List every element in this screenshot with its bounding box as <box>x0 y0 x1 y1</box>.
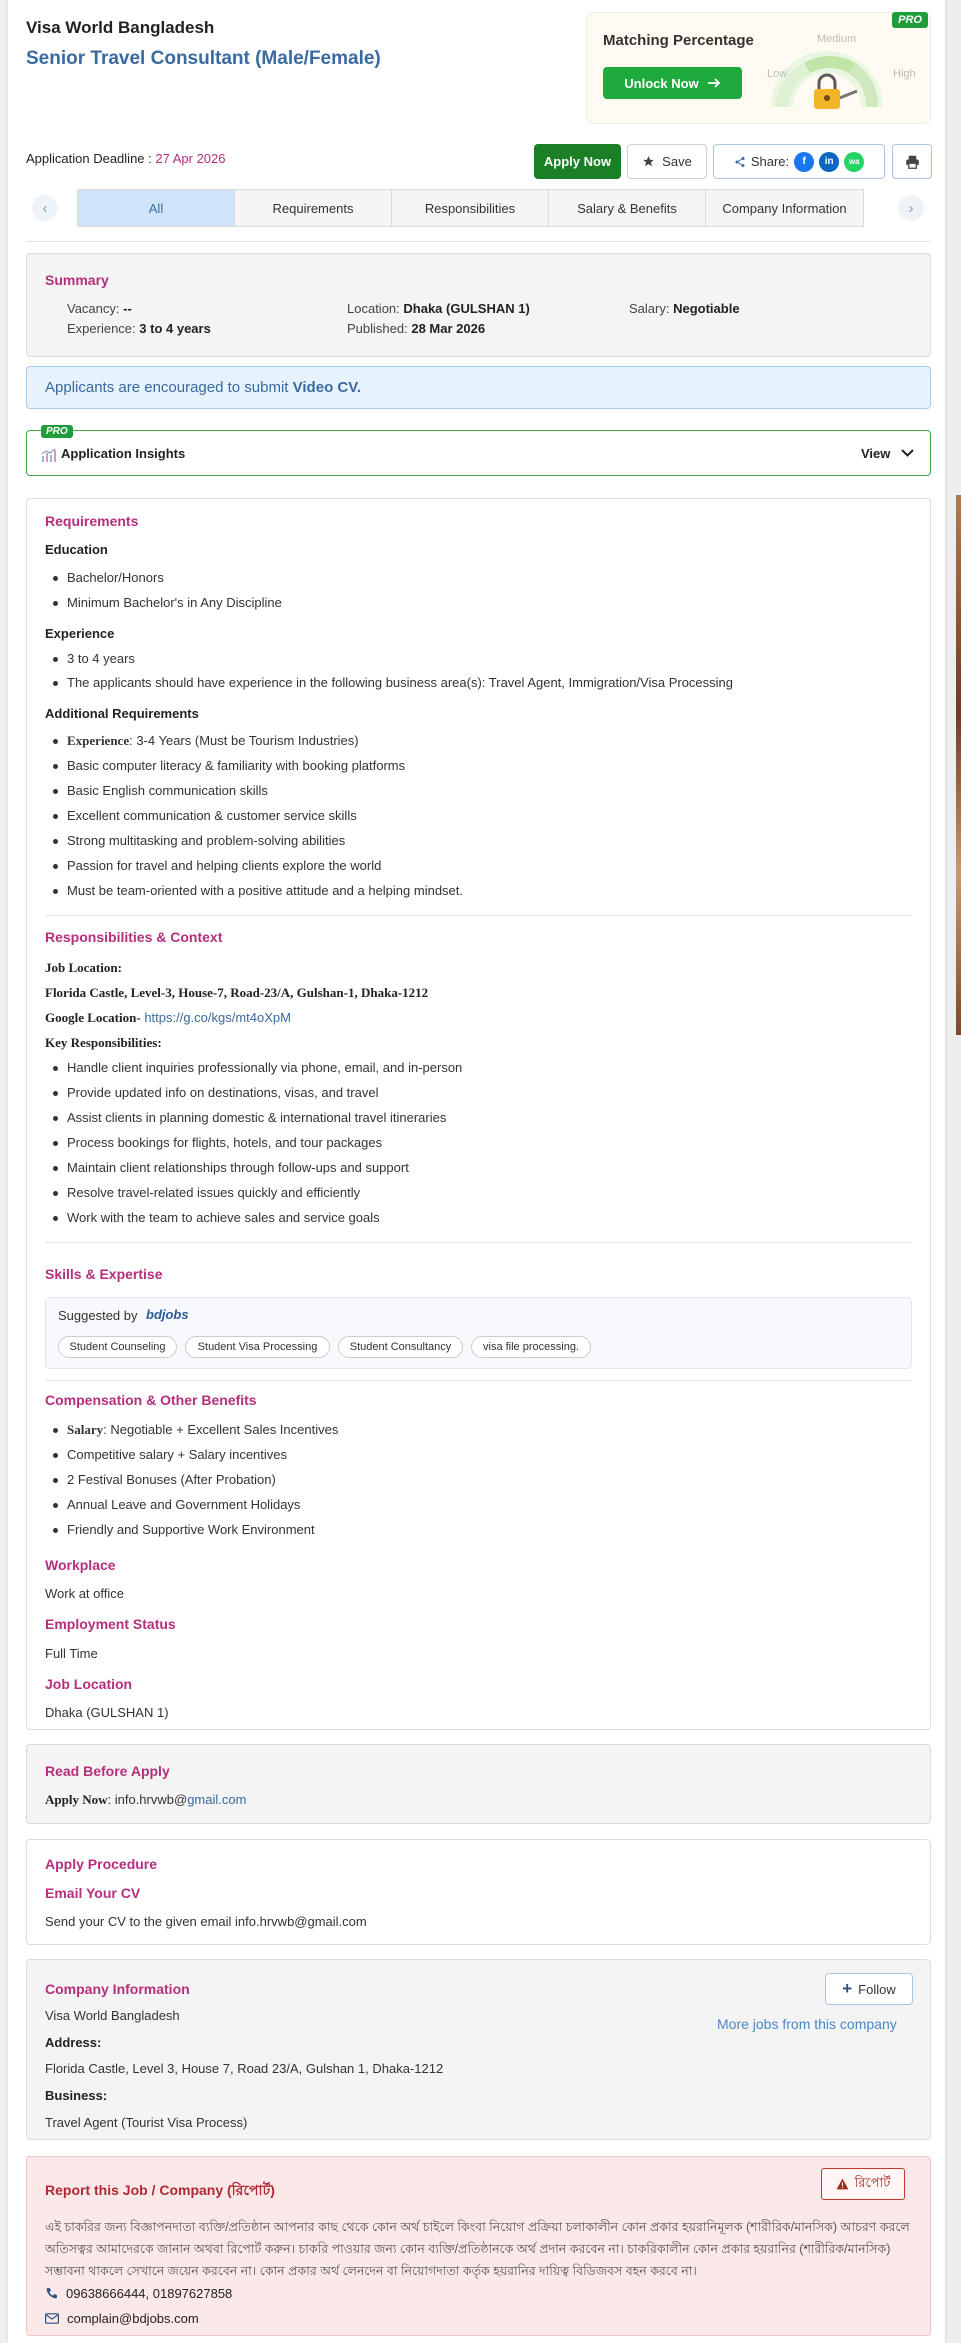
save-button[interactable] <box>627 144 707 179</box>
star-icon <box>642 155 655 168</box>
compensation-title: Compensation & Other Benefits <box>45 1392 257 1408</box>
report-email-link[interactable]: complain@bdjobs.com <box>67 2311 199 2326</box>
key-responsibilities-label: Key Responsibilities: <box>45 1035 162 1050</box>
insights-view-label: View <box>861 446 891 461</box>
list-item: Maintain client relationships through follow-ups and support <box>67 1160 409 1175</box>
company-name[interactable]: Visa World Bangladesh <box>26 18 215 37</box>
apply-procedure-title: Apply Procedure <box>45 1856 158 1872</box>
whatsapp-icon[interactable]: wa <box>844 152 864 172</box>
chevron-left-icon: ‹ <box>42 199 48 217</box>
linkedin-icon[interactable]: in <box>819 152 839 172</box>
list-item: Strong multitasking and problem-solving abilities <box>67 833 346 848</box>
report-title: Report this Job / Company (রিপোর্ট) <box>45 2182 275 2198</box>
apply-email-line: Apply Now: info.hrvwb@gmail.com <box>45 1792 247 1807</box>
follow-label: Follow <box>858 1981 896 1997</box>
share-label: Share: <box>750 154 790 169</box>
tab-salary-benefits[interactable]: Salary & Benefits <box>549 190 706 226</box>
list-item: 2 Festival Bonuses (After Probation) <box>67 1472 276 1487</box>
tab-requirements[interactable]: Requirements <box>235 190 392 226</box>
plus-icon: + <box>842 1979 853 1998</box>
video-cv-notice <box>26 366 931 409</box>
skill-chip[interactable]: Student Counseling <box>58 1336 177 1358</box>
apply-now-button[interactable]: Apply Now <box>534 144 621 179</box>
follow-button[interactable] <box>825 1973 913 2005</box>
skill-chip[interactable]: Student Consultancy <box>338 1336 463 1358</box>
apply-procedure-box <box>26 1839 931 1945</box>
phone-icon <box>45 2287 58 2300</box>
company-information-title: Company Information <box>45 1981 190 1997</box>
summary-vacancy: Vacancy: -- <box>67 301 132 316</box>
report-phone: 09638666444, 01897627858 <box>45 2286 232 2301</box>
list-item: Handle client inquiries professionally via phone, email, and in-person <box>67 1060 463 1075</box>
list-item: Provide updated info on destinations, visas, and travel <box>67 1085 379 1100</box>
more-jobs-link[interactable]: More jobs from this company <box>717 2016 897 2032</box>
divider <box>45 1242 912 1243</box>
skills-panel <box>45 1297 912 1369</box>
list-item: Excellent communication & customer service skills <box>67 808 357 823</box>
workplace-value: Work at office <box>45 1586 124 1601</box>
deadline-label: Application Deadline : <box>26 151 152 166</box>
list-item: Work with the team to achieve sales and service goals <box>67 1210 380 1225</box>
list-item: Minimum Bachelor's in Any Discipline <box>67 595 282 610</box>
list-item: Passion for travel and helping clients explore the world <box>67 858 382 873</box>
requirements-title: Requirements <box>45 513 139 529</box>
background-edge-image <box>956 495 961 1035</box>
company-address: Florida Castle, Level 3, House 7, Road 23/A, Gulshan 1, Dhaka-1212 <box>45 2061 444 2076</box>
apply-procedure-text: Send your CV to the given email info.hrvwb@gmail.com <box>45 1914 367 1929</box>
pro-badge: PRO <box>892 12 928 28</box>
matching-percentage-card <box>586 12 931 124</box>
insights-title: Application Insights <box>61 446 186 461</box>
skills-title: Skills & Expertise <box>45 1266 163 1282</box>
additional-requirements-heading: Additional Requirements <box>45 706 199 721</box>
google-location: Google Location- https://g.co/kgs/mt4oXpM <box>45 1010 291 1025</box>
report-box <box>26 2156 931 2336</box>
address-label: Address: <box>45 2035 102 2050</box>
summary-experience: Experience: 3 to 4 years <box>67 321 211 336</box>
tab-all[interactable]: All <box>78 190 235 226</box>
application-deadline <box>26 151 226 166</box>
summary-location: Location: Dhaka (GULSHAN 1) <box>347 301 530 316</box>
printer-icon <box>905 155 920 169</box>
bdjobs-logo: bdjobs <box>146 1307 189 1322</box>
tab-responsibilities[interactable]: Responsibilities <box>392 190 549 226</box>
job-location-label: Job Location: <box>45 960 122 975</box>
matching-title: Matching Percentage <box>603 32 754 49</box>
job-title: Senior Travel Consultant (Male/Female) <box>26 48 381 69</box>
notice-text: Applicants are encouraged to submit <box>45 379 289 396</box>
company-info-name: Visa World Bangladesh <box>45 2008 180 2023</box>
list-item: Competitive salary + Salary incentives <box>67 1447 288 1462</box>
tabs-next-button[interactable] <box>898 195 924 221</box>
list-item: Experience: 3-4 Years (Must be Tourism Industries) <box>67 733 359 748</box>
insights-pro-badge: PRO <box>41 425 73 438</box>
job-details-page <box>8 0 945 2343</box>
list-item: 3 to 4 years <box>67 651 135 666</box>
responsibilities-title: Responsibilities & Context <box>45 929 223 945</box>
report-button[interactable] <box>821 2168 905 2200</box>
job-location-title: Job Location <box>45 1676 133 1692</box>
company-business: Travel Agent (Tourist Visa Process) <box>45 2115 248 2130</box>
email-link[interactable]: gmail.com <box>187 1792 247 1807</box>
insights-chart-icon <box>41 448 57 462</box>
suggested-by-label: Suggested by <box>58 1308 138 1323</box>
divider <box>45 1380 912 1381</box>
divider <box>45 915 912 916</box>
summary-published: Published: 28 Mar 2026 <box>347 321 486 336</box>
job-details-box <box>26 498 931 1730</box>
business-label: Business: <box>45 2088 108 2103</box>
chevron-right-icon: › <box>908 199 914 217</box>
print-button[interactable] <box>892 144 932 179</box>
experience-heading: Experience <box>45 626 115 641</box>
report-button-label: রিপোর্ট <box>854 2174 891 2190</box>
summary-salary: Salary: Negotiable <box>629 301 740 316</box>
tab-company-information[interactable]: Company Information <box>706 190 863 226</box>
list-item: Resolve travel-related issues quickly and efficiently <box>67 1185 361 1200</box>
list-item: Bachelor/Honors <box>67 570 164 585</box>
save-label: Save <box>662 154 692 169</box>
share-group <box>713 144 885 179</box>
gauge-high-label: High <box>893 68 916 80</box>
summary-box <box>26 253 931 357</box>
tabs-prev-button[interactable] <box>32 195 58 221</box>
list-item: Must be team-oriented with a positive attitude and a helping mindset. <box>67 883 464 898</box>
skill-chip[interactable]: Student Visa Processing <box>185 1336 330 1358</box>
list-item: Basic English communication skills <box>67 783 268 798</box>
warning-icon <box>836 2178 849 2190</box>
unlock-now-label: Unlock Now <box>624 75 699 91</box>
list-item: Process bookings for flights, hotels, and tour packages <box>67 1135 383 1150</box>
mail-icon <box>45 2313 59 2324</box>
summary-title: Summary <box>45 272 109 288</box>
employment-status-value: Full Time <box>45 1646 98 1661</box>
google-location-link[interactable]: https://g.co/kgs/mt4oXpM <box>144 1010 291 1025</box>
deadline-date: 27 Apr 2026 <box>155 151 226 166</box>
divider <box>26 241 931 242</box>
chevron-down-icon <box>901 448 914 458</box>
list-item: The applicants should have experience in the following business area(s): Travel Agent, Immigration/Visa Processing <box>67 675 734 690</box>
notice-emphasis[interactable]: Video CV. <box>292 379 362 396</box>
workplace-title: Workplace <box>45 1557 116 1573</box>
employment-status-title: Employment Status <box>45 1616 176 1632</box>
gauge-medium-label: Medium <box>817 33 857 45</box>
unlock-now-button[interactable] <box>603 67 742 99</box>
list-item: Assist clients in planning domestic & international travel itineraries <box>67 1110 447 1125</box>
company-information-box <box>26 1959 931 2140</box>
education-heading: Education <box>45 542 108 557</box>
arrow-right-icon <box>707 77 721 89</box>
job-address: Florida Castle, Level-3, House-7, Road-23/A, Gulshan-1, Dhaka-1212 <box>45 985 429 1000</box>
gauge-low-label: Low <box>767 68 788 80</box>
list-item: Friendly and Supportive Work Environment <box>67 1522 315 1537</box>
read-before-apply-title: Read Before Apply <box>45 1763 170 1779</box>
list-item: Basic computer literacy & familiarity with booking platforms <box>67 758 406 773</box>
report-notice-paragraph: এই চাকরির জন্য বিজ্ঞাপনদাতা ব্যক্তি/প্রতিষ্ঠান আপনার কাছ থেকে কোন অর্থ চাইলে কিংবা নিয়োগ প্রক্রিয়া চলাকালীন কোন প্রকার হয়রানিমূলক (শারীরিক/মানসিক) আচরণ করলে অতিসত্বর আমাদেরকে জানান অথবা রিপোর্ট করুন। চাকরি পাওয়ার জন্য কোন ব্যক্তি/প্রতিষ্ঠানকে অর্থ প্রদান করবেন না। চাকরিকালীন কোন প্রকার হয়রানির (শারীরিক/মানসিক) সম্ভাবনা থাকলে সেখানে জয়েন করবেন না। কোন প্রকার অর্থ লেনদেন বা নিয়োগদাতা কর্তৃক হয়রানির দায়িত্ব বিডিজবস বহন করবে না। <box>45 2220 910 2278</box>
job-location-value: Dhaka (GULSHAN 1) <box>45 1705 169 1720</box>
report-email <box>45 2311 199 2326</box>
email-your-cv-subtitle: Email Your CV <box>45 1885 141 1901</box>
application-insights-bar[interactable] <box>26 426 931 476</box>
facebook-icon[interactable]: f <box>794 152 814 172</box>
section-tabs <box>77 189 864 227</box>
list-item: Annual Leave and Government Holidays <box>67 1497 301 1512</box>
read-before-apply-box <box>26 1744 931 1824</box>
skill-chip[interactable]: visa file processing. <box>471 1336 591 1358</box>
share-icon <box>734 156 746 168</box>
list-item: Salary: Negotiable + Excellent Sales Incentives <box>67 1422 339 1437</box>
